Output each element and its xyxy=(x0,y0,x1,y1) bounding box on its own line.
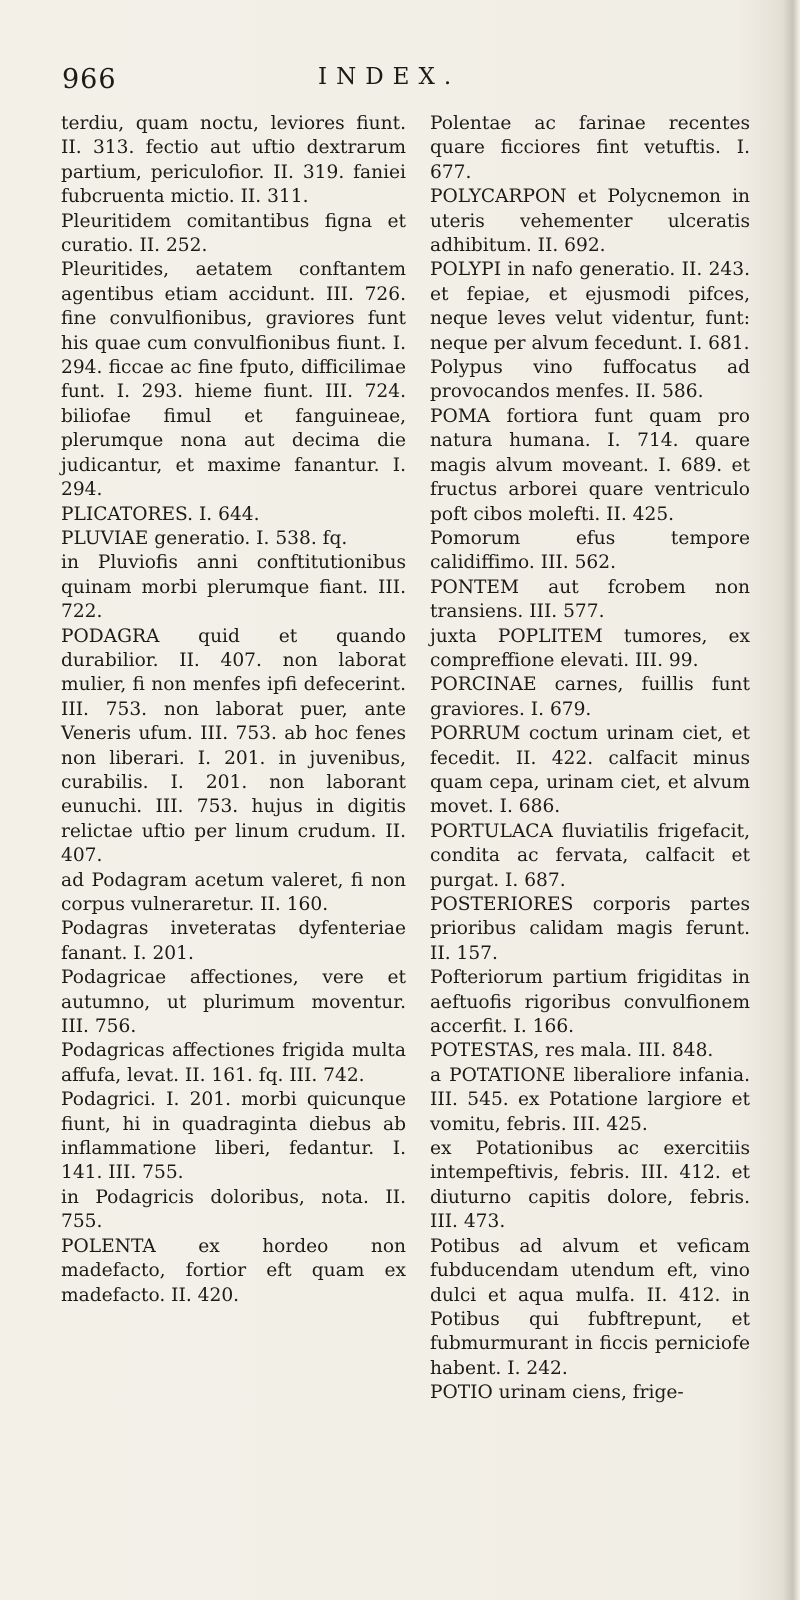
index-entry: Podagricae affectiones, vere et autumno, ut plurimum moventur. III. 756. xyxy=(61,967,406,1038)
index-entry: PONTEM aut fcrobem non transiens. III. 577. xyxy=(430,576,750,623)
index-entry: Podagrici. I. 201. morbi quicunque fiunt, hi in quadraginta diebus ab inflammatione liberi, fedantur. I. 141. III. 755. xyxy=(61,1089,406,1184)
index-entry: Pleuritidem comitantibus figna et curatio. II. 252. xyxy=(61,210,406,257)
index-entry: ad Podagram acetum valeret, fi non corpus vulneraretur. II. 160. xyxy=(61,869,406,915)
index-entry: POLYCARPON et Polycnemon in uteris vehementer ulceratis adhibitum. II. 692. xyxy=(430,186,750,257)
index-entry: POLYPI in nafo generatio. II. 243. et fepiae, et ejusmodi pifces, neque leves velut videntur, funt: neque per alvum fecedunt. I. 681. xyxy=(430,259,750,354)
running-title: INDEX. xyxy=(318,64,461,90)
index-entry: POTIO urinam ciens, frige- xyxy=(430,1382,684,1404)
page-edge-shadow xyxy=(782,0,800,1600)
page-header xyxy=(56,58,756,98)
left-column xyxy=(61,112,406,1308)
index-entry: PLICATORES. I. 644. xyxy=(61,503,260,525)
index-entry: Podagras inveteratas dyfenteriae fanant. I. 201. xyxy=(61,918,406,964)
index-entry: Podagricas affectiones frigida multa affufa, levat. II. 161. fq. III. 742. xyxy=(61,1040,406,1086)
index-entry: POLENTA ex hordeo non madefacto, fortior eft quam ex madefacto. II. 420. xyxy=(61,1235,406,1306)
index-entry: ex Potationibus ac exercitiis intempeftivis, febris. III. 412. et diuturno capitis dolore, febris. III. 473. xyxy=(430,1138,750,1233)
index-entry: in Pluviofis anni conftitutionibus quinam morbi plerumque fiant. III. 722. xyxy=(61,552,406,623)
right-column xyxy=(430,112,750,1406)
index-entry: POMA fortiora funt quam pro natura humana. I. 714. quare magis alvum moveant. I. 689. et fructus arborei quare ventriculo poft cibos molefti. II. 425. xyxy=(430,405,750,525)
index-entry: Polentae ac farinae recentes quare ficciores fint vetuftis. I. 677. xyxy=(430,113,750,183)
index-entry: PLUVIAE generatio. I. 538. fq. xyxy=(61,527,348,549)
index-entry: POTESTAS, res mala. III. 848. xyxy=(430,1040,714,1062)
index-entry: PODAGRA quid et quando durabilior. II. 407. non laborat mulier, fi non menfes ipfi defecerint. III. 753. non laborat puer, ante Veneris ufum. III. 753. ab hoc fenes non liberari. I. 201. in juvenibus, curabilis. I. 201. non laborant eunuchi. III. 753. hujus in digitis relictae uftio per linum crudum. II. 407. xyxy=(61,625,406,867)
index-entry: Pomorum efus tempore calidiffimo. III. 562. xyxy=(430,527,750,574)
page-number: 966 xyxy=(62,64,117,95)
index-entry: PORCINAE carnes, fuillis funt graviores. I. 679. xyxy=(430,674,750,720)
index-entry: terdiu, quam noctu, leviores fiunt. II. 313. fectio aut uftio dextrarum partium, periculofior. II. 319. faniei fubcruenta mictio. II. 311. xyxy=(61,113,406,208)
index-entry: Potibus ad alvum et veficam fubducendam utendum eft, vino dulci et aqua mulfa. II. 412. in Potibus qui fubftrepunt, et fubmurmurant in ficcis perniciofe habent. I. 242. xyxy=(430,1235,750,1379)
index-entry: juxta POPLITEM tumores, ex compreffione elevati. III. 99. xyxy=(430,625,750,671)
index-entry: POSTERIORES corporis partes prioribus calidam magis ferunt. II. 157. xyxy=(430,894,750,964)
index-entry: PORTULACA fluviatilis frigefacit, condita ac fervata, calfacit et purgat. I. 687. xyxy=(430,820,750,891)
index-entry: PORRUM coctum urinam ciet, et fecedit. II. 422. calfacit minus quam cepa, urinam ciet, et alvum movet. I. 686. xyxy=(430,723,750,818)
index-entry: Polypus vino fuffocatus ad provocandos menfes. II. 586. xyxy=(430,357,750,403)
index-entry: in Podagricis doloribus, nota. II. 755. xyxy=(61,1186,406,1233)
index-entry: Pofteriorum partium frigiditas in aeftuofis rigoribus convulfionem accerfit. I. 166. xyxy=(430,967,750,1038)
index-entry: Pleuritides, aetatem conftantem agentibus etiam accidunt. III. 726. fine convulfionibus, graviores funt his quae cum convulfionibus fiunt. I. 294. ficcae ac fine fputo, difficilimae funt. I. 293. hieme fiunt. III. 724. biliofae fimul et fanguineae, plerumque nona aut decima die judicantur, et maxime fanantur. I. 294. xyxy=(61,259,406,501)
index-entry: a POTATIONE liberaliore infania. III. 545. ex Potatione largiore et vomitu, febris. III. 425. xyxy=(430,1064,750,1135)
